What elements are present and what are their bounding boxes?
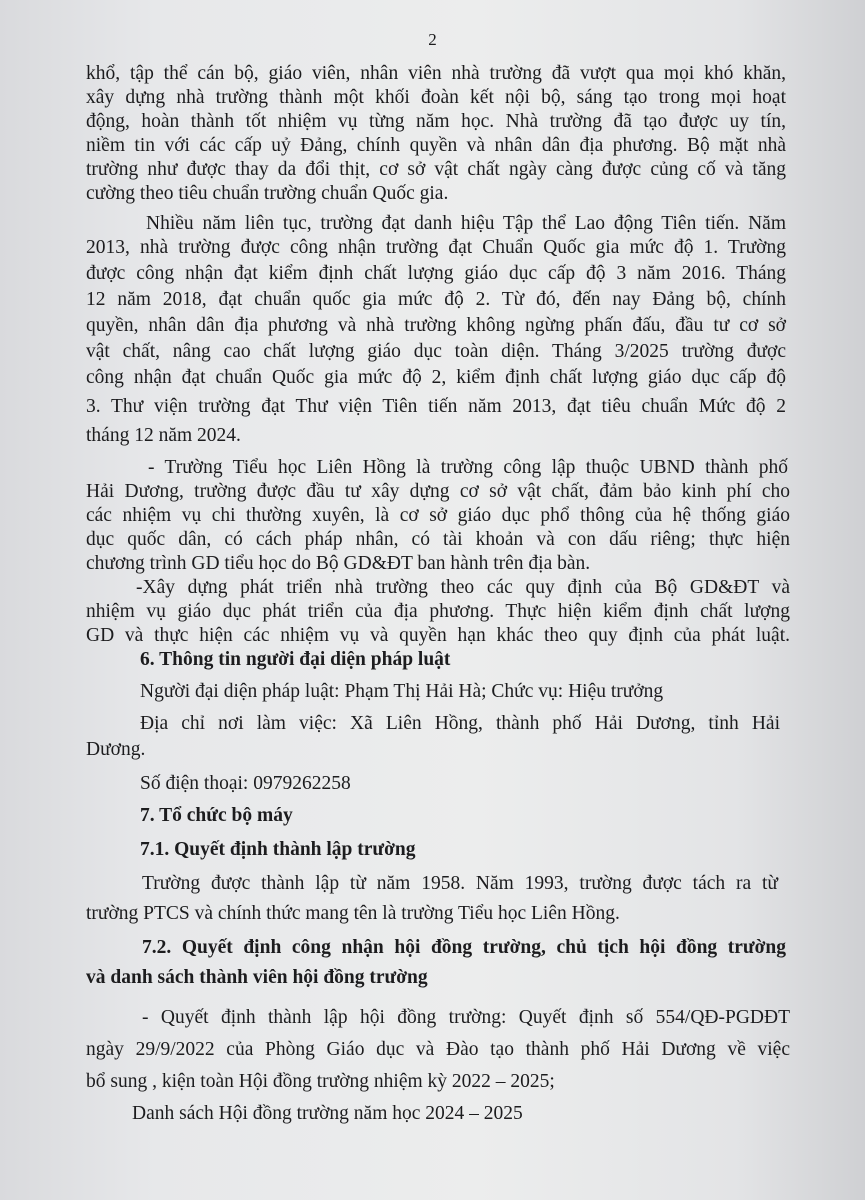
text-line: Dương.	[86, 739, 146, 760]
text-line: bổ sung , kiện toàn Hội đồng trường nhiệm kỳ 2022 – 2025;	[86, 1071, 555, 1092]
text-line: xây dựng nhà trường thành một khối đoàn kết nội bộ, sáng tạo trong mọi hoạt	[86, 87, 786, 108]
page-number: 2	[428, 30, 437, 49]
text-line: - Trường Tiểu học Liên Hồng là trường công lập thuộc UBND thành phố	[148, 457, 788, 478]
text-line: Số điện thoại: 0979262258	[140, 773, 351, 794]
text-line: 3. Thư viện trường đạt Thư viện Tiên tiến năm 2013, đạt tiêu chuẩn Mức độ 2	[86, 396, 786, 417]
text-line: được công nhận đạt kiểm định chất lượng giáo dục cấp độ 3 năm 2016. Tháng	[86, 263, 786, 284]
text-line: quyền, nhân dân địa phương và nhà trường không ngừng phấn đấu, đầu tư cơ sở	[86, 315, 786, 336]
text-line: trường như được thay da đổi thịt, cơ sở vật chất ngày càng được củng cố và tăng	[86, 159, 786, 180]
text-line: ngày 29/9/2022 của Phòng Giáo dục và Đào tạo thành phố Hải Dương về việc	[86, 1039, 790, 1060]
text-line: Hải Dương, trường được đầu tư xây dựng cơ sở vật chất, đảm bảo kinh phí cho	[86, 481, 790, 502]
text-line: - Quyết định thành lập hội đồng trường: Quyết định số 554/QĐ-PGDĐT	[142, 1007, 790, 1028]
text-line: tháng 12 năm 2024.	[86, 425, 241, 446]
text-line: vật chất, nâng cao chất lượng giáo dục toàn diện. Tháng 3/2025 trường được	[86, 341, 786, 362]
text-line: GD và thực hiện các nhiệm vụ và quyền hạn khác theo quy định của phát luật.	[86, 625, 790, 646]
text-line: Địa chỉ nơi làm việc: Xã Liên Hồng, thành phố Hải Dương, tỉnh Hải	[140, 713, 780, 734]
text-line: chương trình GD tiểu học do Bộ GD&ĐT ban hành trên địa bàn.	[86, 553, 591, 574]
text-line: niềm tin với các cấp uỷ Đảng, chính quyền và nhân dân địa phương. Bộ mặt nhà	[86, 135, 786, 156]
text-line: Danh sách Hội đồng trường năm học 2024 – 2025	[132, 1103, 523, 1124]
text-line: 12 năm 2018, đạt chuẩn quốc gia mức độ 2. Từ đó, đến nay Đảng bộ, chính	[86, 289, 786, 310]
text-line: -Xây dựng phát triển nhà trường theo các quy định của Bộ GD&ĐT và	[136, 577, 790, 598]
text-line: nhiệm vụ giáo dục phát triển của địa phương. Thực hiện kiểm định chất lượng	[86, 601, 790, 622]
section-heading: 7.2. Quyết định công nhận hội đồng trường, chủ tịch hội đồng trường	[142, 937, 786, 958]
text-line: các nhiệm vụ chi thường xuyên, là cơ sở giáo dục phổ thông của hệ thống giáo	[86, 505, 790, 526]
text-line: 2013, nhà trường được công nhận trường đạt Chuẩn Quốc gia mức độ 1. Trường	[86, 237, 786, 258]
text-line: dục quốc dân, có cách pháp nhân, có tài khoản và con dấu riêng; thực hiện	[86, 529, 790, 550]
text-line: Người đại diện pháp luật: Phạm Thị Hải Hà; Chức vụ: Hiệu trưởng	[140, 681, 664, 702]
text-line: Nhiều năm liên tục, trường đạt danh hiệu Tập thể Lao động Tiên tiến. Năm	[146, 213, 786, 234]
text-line: động, hoàn thành tốt nhiệm vụ từng năm học. Nhà trường đã tạo được uy tín,	[86, 111, 786, 132]
section-heading: và danh sách thành viên hội đồng trường	[86, 967, 428, 988]
section-heading: 7.1. Quyết định thành lập trường	[140, 839, 416, 860]
section-heading: 7. Tổ chức bộ máy	[140, 805, 293, 826]
section-heading: 6. Thông tin người đại diện pháp luật	[140, 649, 451, 670]
text-line: trường PTCS và chính thức mang tên là trường Tiểu học Liên Hồng.	[86, 903, 620, 924]
text-line: khổ, tập thể cán bộ, giáo viên, nhân viên nhà trường đã vượt qua mọi khó khăn,	[86, 63, 786, 84]
text-line: cường theo tiêu chuẩn trường chuẩn Quốc gia.	[86, 183, 449, 204]
text-line: Trường được thành lập từ năm 1958. Năm 1993, trường được tách ra từ	[142, 873, 778, 894]
text-line: công nhận đạt chuẩn Quốc gia mức độ 2, kiểm định chất lượng giáo dục cấp độ	[86, 367, 786, 388]
